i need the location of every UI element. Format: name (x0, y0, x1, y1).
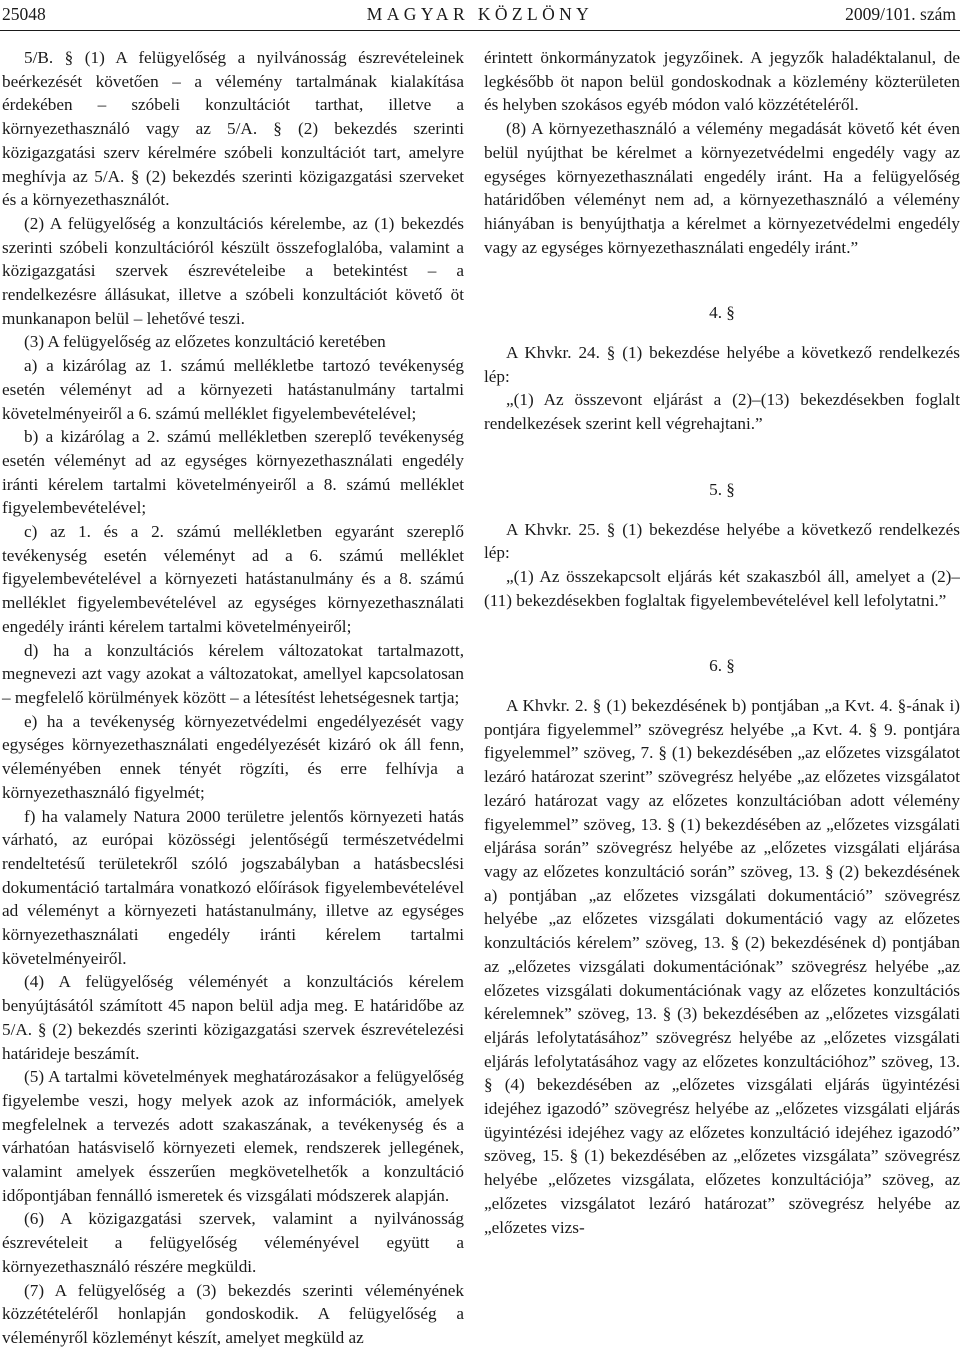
left-column (2, 46, 464, 1350)
paragraph: (7) A felügyelőség a (3) bekezdés szerinti véleményének közzétételéről honlapján gondoskodik. A felügyelőség a véleményről közleményt készít, amelyet megküld az (2, 1280, 464, 1347)
list-item: b) a kizárólag a 2. számú mellékletben szereplő tevékenység esetén véleményt ad az egységes környezethasználati engedély iránti kérelem tartalmi követelményeiről a 8. számú melléklet figyelembevételével; (2, 427, 464, 518)
paragraph: A Khvkr. 24. § (1) bekezdése helyébe a következő rendelkezés lép: (484, 343, 960, 386)
section-heading-5: 5. § (709, 479, 735, 499)
paragraph: „(1) Az összekapcsolt eljárás két szakaszból áll, amelyet a (2)–(11) bekezdésekben foglaltak figyelembevételével kell lefolytatni.” (484, 566, 960, 610)
paragraph: (4) A felügyelőség véleményét a konzultációs kérelem benyújtásától számított 45 napon belül adja meg. E határidőbe az 5/A. § (2) bekezdés szerinti közigazgatási szervek észrevételezési határideje beszámít. (2, 972, 464, 1063)
list-item: e) ha a tevékenység környezetvédelmi engedélyezését vagy egységes környezethasználati engedélyezését kizáró ok áll fenn, véleményében ennek tényét rögzíti, és erre felhívja a környezethasználó figyelmét; (2, 711, 464, 802)
journal-title: MAGYAR KÖZLÖNY (366, 4, 594, 24)
issue-number: 2009/101. szám (845, 4, 956, 24)
paragraph: érintett önkormányzatok jegyzőinek. A jegyzők haladéktalanul, de legkésőbb öt napon belül gondoskodnak a közlemény közterületen és helyben szokásos egyéb módon való közzétételéről. (484, 48, 960, 115)
section-heading-4: 4. § (709, 303, 735, 323)
page-header (0, 0, 960, 30)
paragraph: (2) A felügyelőség a konzultációs kérelembe, az (1) bekezdés szerinti szóbeli konzultációról készült összefoglalóba, valamint a közigazgatási szervek észrevételeibe a betekintést – a rendelkezésre állásukat, illetve a szóbeli konzultációt követő öt munkanapon belül – lehetővé teszi. (2, 213, 464, 328)
list-item: d) ha a konzultációs kérelem változatokat tartalmazott, megnevezi azt vagy azokat a változatokat, amellyel kapcsolatosan – megfelelő körülmények között – a létesítést lehetségesnek tartja; (2, 640, 464, 707)
list-item: a) a kizárólag az 1. számú mellékletbe tartozó tevékenység esetén véleményt ad a környezeti hatástanulmány tartalmi követelményeiről a 6. számú melléklet figyelembevételével; (2, 356, 464, 423)
list-item: c) az 1. és a 2. számú mellékletben egyaránt szereplő tevékenység esetén véleményt ad a 6. számú melléklet figyelembevételével a környezeti hatástanulmány és a 8. számú melléklet figyelembevételével az egységes környezethasználati engedély iránti kérelem tartalmi követelményeiről; (2, 522, 464, 636)
paragraph: (8) A környezethasználó a vélemény megadását követő két éven belül nyújthat be kérelmet a környezetvédelmi engedély vagy az egységes környezethasználati engedély iránt. Ha a felügyelőség határidőben véleményt nem ad, a környezethasználó a vélemény hiányában is benyújthatja a kérelmet a környezetvédelmi engedély vagy az egységes környezethasználati engedély iránt.” (484, 119, 960, 257)
right-column (484, 46, 960, 1239)
paragraph: A Khvkr. 25. § (1) bekezdése helyébe a következő rendelkezés lép: (484, 519, 960, 563)
paragraph: 5/B. § (1) A felügyelőség a nyilvánosság észrevételeinek beérkezését követően – a vélemény tartalmának kialakítása érdekében – szóbeli konzultációt tarthat, illetve a környezethasználó vagy az 5/A. § (2) bekezdés szerinti közigazgatási szerv kérelmére szóbeli konzultációt tart, amelyre meghívja az 5/A. § (2) bekezdés szerinti közigazgatási szerveket és a környezethasználót. (2, 48, 464, 210)
header-rule (0, 30, 960, 31)
paragraph: (5) A tartalmi követelmények meghatározásakor a felügyelőség figyelembe veszi, hogy melyek azok az információk, amelyek megfelelnek a tervezés adott szakaszának, a tevékenység és a várhatóan hatásviselő környezeti elemek, rendszerek jellegének, valamint amelyek ésszerűen megkövetelhetők a konzultáció időpontjában fennálló ismeretek és vizsgálati módszerek alapján. (2, 1067, 464, 1205)
page-number: 25048 (2, 4, 46, 24)
paragraph: (3) A felügyelőség az előzetes konzultáció keretében (24, 332, 386, 352)
section-heading-6: 6. § (709, 656, 735, 676)
paragraph: A Khvkr. 2. § (1) bekezdésének b) pontjában „a Kvt. 4. §-ának i) pontjára figyelemmel” szövegrész helyébe „a Kvt. 4. § 9. pontjára figyelemmel” szöveg, 7. § (1) bekezdésében „az előzetes vizsgálatot lezáró határozat szerint” szövegrész helyébe „az előzetes vizsgálatot lezáró határozat vagy az előzetes konzultációban adott vélemény figyelemmel” szöveg, 13. § (1) bekezdésében az „előzetes vizsgálati eljárása során” szövegrész helyébe az „előzetes vizsgálati eljárása vagy az előzetes konzultáció során” szöveg, 13. § (2) bekezdésének a) pontjában „az előzetes vizsgálati dokumentáció” szövegrész helyébe „az előzetes vizsgálati dokumentáció vagy az előzetes konzultációs kérelem” szöveg, 13. § (2) bekezdésének d) pontjában az „előzetes vizsgálati dokumentációnak” szövegrész helyébe „az előzetes vizsgálati dokumentációnak vagy az előzetes konzultációs kérelemnek” szöveg, 13. § (3) bekezdésében az „előzetes vizsgálati eljárás lefolytatásához” szövegrész helyébe az „előzetes vizsgálati eljárás lefolytatásához vagy az előzetes konzultációhoz” szöveg, 13. § (4) bekezdésében az „előzetes vizsgálati eljárás ügyintézési idejéhez igazodó” szövegrész helyébe az „előzetes vizsgálati eljárás ügyintézési idejéhez vagy az előzetes konzultáció idejéhez igazodó” szöveg, 15. § (1) bekezdésében az „előzetes vizsgálata” szövegrész helyébe „előzetes vizsgálata, előzetes konzultációja” szöveg, az „előzetes vizsgálatot lezáró határozat” szövegrész helyébe az „előzetes vizs- (484, 696, 960, 1237)
list-item: f) ha valamely Natura 2000 területre jelentős környezeti hatás várható, az európai közösségi jelentőségű természetvédelmi rendeltetésű területekről szóló jogszabályban a hatásbecslési dokumentáció tartalmára vonatkozó előírások figyelembevételével ad véleményt a környezeti hatástanulmány, illetve az egységes környezethasználati engedély iránti kérelem tartalmi követelményeiről. (2, 806, 464, 968)
paragraph: „(1) Az összevont eljárást a (2)–(13) bekezdésekben foglalt rendelkezések szerint kell végrehajtani.” (484, 390, 960, 434)
paragraph: (6) A közigazgatási szervek, valamint a nyilvánosság észrevételeit a felügyelőség véleményével együtt a környezethasználó részére megküldi. (2, 1209, 464, 1276)
